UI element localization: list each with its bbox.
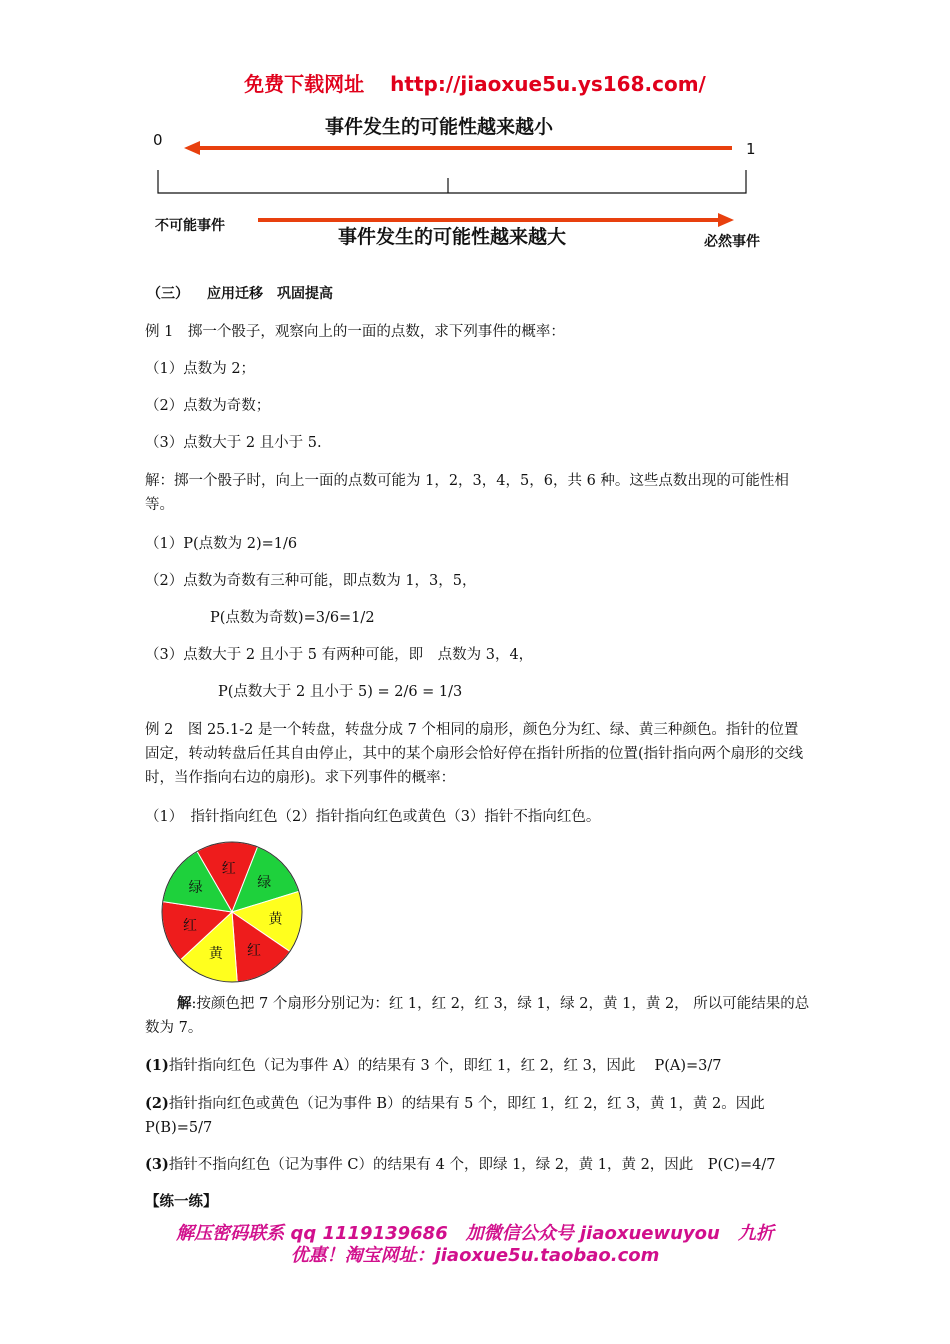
spinner-sector-label: 绿 (188, 880, 203, 897)
spinner-diagram (158, 838, 306, 986)
example2-answer-3-text: 指针不指向红色（记为事件 C）的结果有 4 个，即绿 1，绿 2，黄 1，黄 2，因此 P(C)=4/7 (168, 1157, 776, 1173)
example2-answer-2-num: (2) (145, 1095, 169, 1112)
scale-bottom-arrow-head (718, 213, 734, 227)
example2-answer-3-num: (3) (145, 1156, 169, 1173)
spinner-sector-label: 黄 (208, 945, 223, 962)
example1-intro: 例 1 掷一个骰子，观察向上的一面的点数，求下列事件的概率： (145, 324, 565, 340)
scale-right-value: 1 (746, 140, 756, 158)
scale-bracket (158, 170, 746, 193)
example1-answer-2-formula: P(点数为奇数)=3/6=1/2 (210, 610, 375, 626)
example2-answer-1-text: 指针指向红色（记为事件 A）的结果有 3 个，即红 1，红 2，红 3，因此 P(A)=3/7 (168, 1058, 722, 1074)
scale-left-value: 0 (153, 131, 163, 149)
spinner-sector-label: 绿 (257, 875, 272, 892)
spinner-sector-label: 黄 (268, 911, 283, 928)
example2-questions: （1） 指针指向红色（2）指针指向红色或黄色（3）指针不指向红色。 (145, 809, 601, 825)
footer-line-2[interactable]: 优惠！淘宝网址：jiaoxue5u.taobao.com (290, 1245, 660, 1266)
scale-top-title: 事件发生的可能性越来越小 (325, 116, 554, 138)
example1-question-2: （2）点数为奇数； (145, 398, 271, 414)
example2-answer-1-num: (1) (145, 1057, 169, 1074)
scale-top-arrow-head (184, 141, 200, 155)
header-download-link[interactable] (0, 68, 950, 97)
example2-answer-2-text: 指针指向红色或黄色（记为事件 B）的结果有 5 个，即红 1，红 2，红 3，黄 1，黄 2。因此 P(B)=5/7 (145, 1096, 765, 1136)
spinner-sector-label: 红 (221, 861, 236, 878)
section-heading-text: 应用迁移 巩固提高 (207, 286, 333, 302)
header-url[interactable]: http://jiaoxue5u.ys168.com/ (390, 72, 706, 96)
example2-answer-3 (145, 1153, 775, 1177)
example2-solution-text: :按颜色把 7 个扇形分别记为：红 1，红 2，红 3，绿 1，绿 2，黄 1，黄 2， 所以可能结果的总数为 7。 (145, 996, 810, 1036)
example1-answer-3: （3）点数大于 2 且小于 5 有两种可能，即 点数为 3，4， (145, 647, 534, 663)
example1-answer-3-formula: P(点数大于 2 且小于 5) = 2/6 = 1/3 (218, 684, 463, 700)
example2-intro: 例 2 图 25.1-2 是一个转盘，转盘分成 7 个相同的扇形，颜色分为红、绿、黄三种颜色。指针的位置固定，转动转盘后任其自由停止，其中的某个扇形会恰好停在指针所指的位置(指针指向两个扇形的交线时，当作指向右边的扇形)。求下列事件的概率： (145, 722, 804, 786)
example1-answer-2: （2）点数为奇数有三种可能，即点数为 1，3，5， (145, 573, 477, 589)
example1-question-3: （3）点数大于 2 且小于 5. (145, 435, 322, 451)
scale-right-label: 必然事件 (704, 234, 760, 250)
probability-scale-diagram (150, 136, 760, 236)
section-heading-num: （三） (147, 286, 189, 302)
example2-answer-1 (145, 1054, 721, 1078)
spinner-sector-label: 红 (247, 943, 261, 960)
footer-line-1: 解压密码联系 qq 1119139686 加微信公众号 jiaoxuewuyou 九折 (176, 1223, 774, 1244)
header-label: 免费下载网址 (244, 72, 365, 96)
practice-heading: 【练一练】 (145, 1193, 218, 1210)
spinner-sector-label: 红 (182, 917, 197, 934)
example1-solution: 解：掷一个骰子时，向上一面的点数可能为 1，2，3，4，5，6，共 6 种。这些点数出现的可能性相等。 (145, 473, 789, 513)
example2-solution (145, 992, 810, 1040)
example1-question-1: （1）点数为 2； (145, 361, 256, 377)
example1-answer-1: （1）P(点数为 2)=1/6 (145, 536, 298, 552)
scale-left-label: 不可能事件 (155, 218, 225, 234)
scale-bottom-title: 事件发生的可能性越来越大 (338, 226, 567, 248)
example2-answer-2 (145, 1092, 810, 1140)
section-heading (147, 282, 333, 306)
example2-solution-label: 解 (177, 995, 192, 1012)
